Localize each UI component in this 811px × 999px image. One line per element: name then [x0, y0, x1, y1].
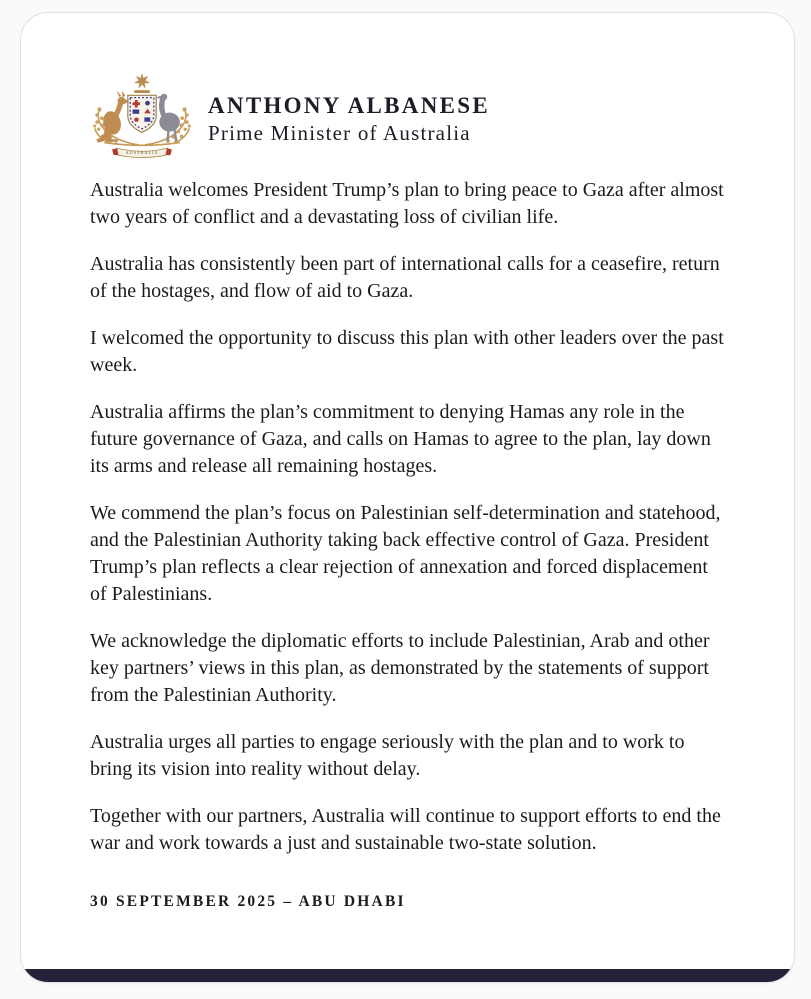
statement-paragraph: We acknowledge the diplomatic efforts to include Palestinian, Arab and other key partners’ views in this plan, as demonstrated by the statements of support from the Palestinian Authority. [90, 630, 710, 706]
statement-paragraph: I welcomed the opportunity to discuss this plan with other leaders over the past week. [90, 327, 724, 376]
card-content [21, 13, 794, 911]
statement-paragraph: Australia welcomes President Trump’s plan to bring peace to Gaza after almost two years of conflict and a devastating loss of civilian life. [90, 179, 724, 228]
dateline: 30 SEPTEMBER 2025 – ABU DHABI [90, 893, 406, 910]
header [90, 69, 726, 161]
statement-paragraph: We commend the plan’s focus on Palestinian self-determination and statehood, and the Palestinian Authority taking back effective control of Gaza. President Trump’s plan reflects a clear rejection of annexation and forced displacement of Palestinians. [90, 502, 721, 605]
emu-icon [156, 94, 180, 141]
statement-paragraph: Australia affirms the plan’s commitment to denying Hamas any role in the future governance of Gaza, and calls on Hamas to agree to the plan, lay down its arms and release all remaining hostages. [90, 401, 711, 477]
statement-paragraph: Together with our partners, Australia will continue to support efforts to end the war and work towards a just and sustainable two-state solution. [90, 805, 721, 854]
statement-paragraph: Australia has consistently been part of international calls for a ceasefire, return of the hostages, and flow of aid to Gaza. [90, 253, 720, 302]
header-text [208, 69, 490, 146]
pm-title: Prime Minister of Australia [208, 121, 471, 146]
crest-scroll-text: AUSTRALIA [125, 150, 159, 155]
australian-coat-of-arms-icon [90, 69, 194, 161]
pm-name: ANTHONY ALBANESE [208, 93, 490, 118]
footer-bar [21, 969, 794, 982]
commonwealth-star-icon [134, 73, 150, 89]
statement-card [20, 12, 795, 983]
statement-body [90, 177, 726, 857]
statement-paragraph: Australia urges all parties to engage seriously with the plan and to work to bring its vision into reality without delay. [90, 731, 685, 780]
